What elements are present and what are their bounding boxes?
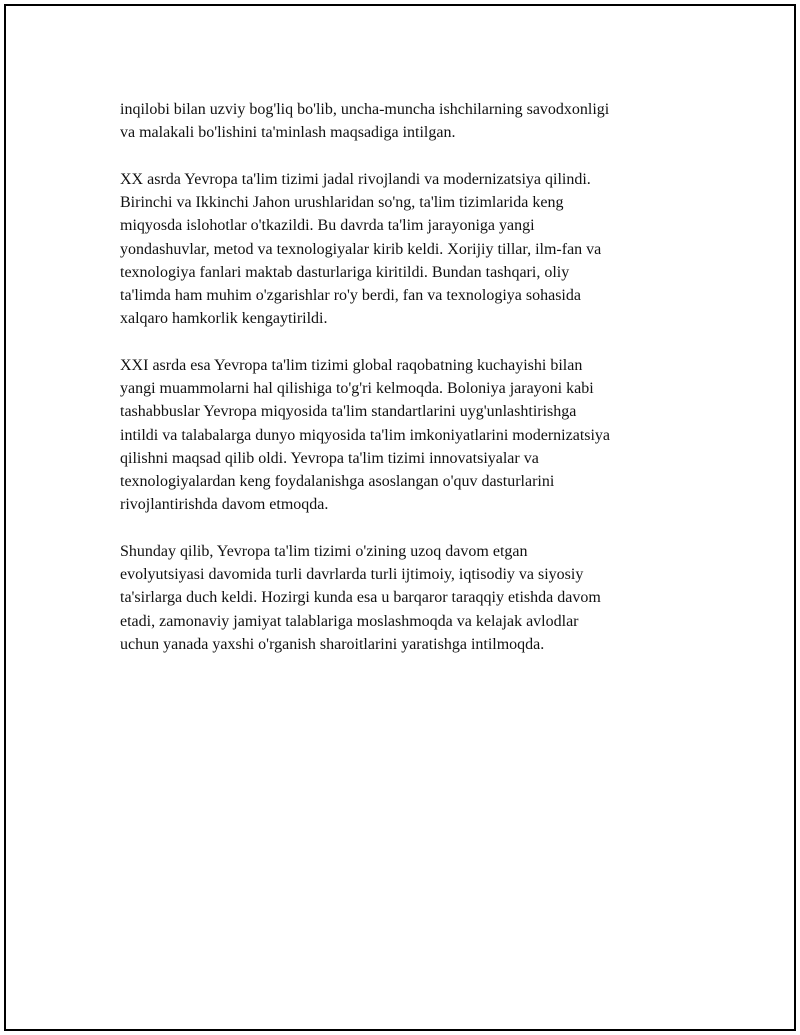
text-line: ta'limda ham muhim o'zgarishlar ro'y berdi, fan va texnologiya sohasida	[120, 287, 581, 305]
text-line: Shunday qilib, Yevropa ta'lim tizimi o'zining uzoq davom etgan	[120, 543, 528, 561]
text-line: rivojlantirishda davom etmoqda.	[120, 496, 329, 514]
text-line: ta'sirlarga duch keldi. Hozirgi kunda esa u barqaror taraqqiy etishda davom	[120, 589, 601, 607]
text-line: qilishni maqsad qilib oldi. Yevropa ta'lim tizimi innovatsiyalar va	[120, 449, 539, 467]
text-line: Birinchi va Ikkinchi Jahon urushlaridan so'ng, ta'lim tizimlarida keng	[120, 194, 564, 212]
text-line: evolyutsiyasi davomida turli davrlarda turli ijtimoiy, iqtisodiy va siyosiy	[120, 566, 584, 584]
text-line: inqilobi bilan uzviy bog'liq bo'lib, uncha-muncha ishchilarning savodxonligi	[120, 101, 610, 118]
text-line: etadi, zamonaviy jamiyat talablariga moslashmoqda va kelajak avlodlar	[120, 612, 579, 630]
text-line: xalqaro hamkorlik kengaytirildi.	[120, 310, 328, 328]
paragraph-2	[120, 168, 700, 330]
paragraph-1	[120, 98, 700, 144]
text-line: intildi va talabalarga dunyo miqyosida ta'lim imkoniyatlarini modernizatsiya	[120, 426, 611, 444]
text-line: va malakali bo'lishini ta'minlash maqsadiga intilgan.	[120, 124, 456, 142]
text-line: texnologiyalardan keng foydalanishga asoslangan o'quv dasturlarini	[120, 473, 555, 491]
text-line: tashabbuslar Yevropa miqyosida ta'lim standartlarini uyg'unlashtirishga	[120, 403, 577, 421]
document-body	[120, 98, 700, 680]
text-line: miqyosda islohotlar o'tkazildi. Bu davrda ta'lim jarayoniga yangi	[120, 217, 535, 235]
page-frame	[4, 4, 796, 1031]
text-line: texnologiya fanlari maktab dasturlariga kiritildi. Bundan tashqari, oliy	[120, 263, 570, 281]
text-line: XXI asrda esa Yevropa ta'lim tizimi global raqobatning kuchayishi bilan	[120, 357, 583, 375]
text-line: yangi muammolarni hal qilishiga to'g'ri kelmoqda. Boloniya jarayoni kabi	[120, 380, 594, 398]
text-line: XX asrda Yevropa ta'lim tizimi jadal rivojlandi va modernizatsiya qilindi.	[120, 171, 591, 188]
text-line: yondashuvlar, metod va texnologiyalar kirib keldi. Xorijiy tillar, ilm-fan va	[120, 240, 602, 258]
paragraph-4	[120, 540, 700, 656]
paragraph-3	[120, 354, 700, 516]
text-line: uchun yanada yaxshi o'rganish sharoitlarini yaratishga intilmoqda.	[120, 635, 545, 653]
